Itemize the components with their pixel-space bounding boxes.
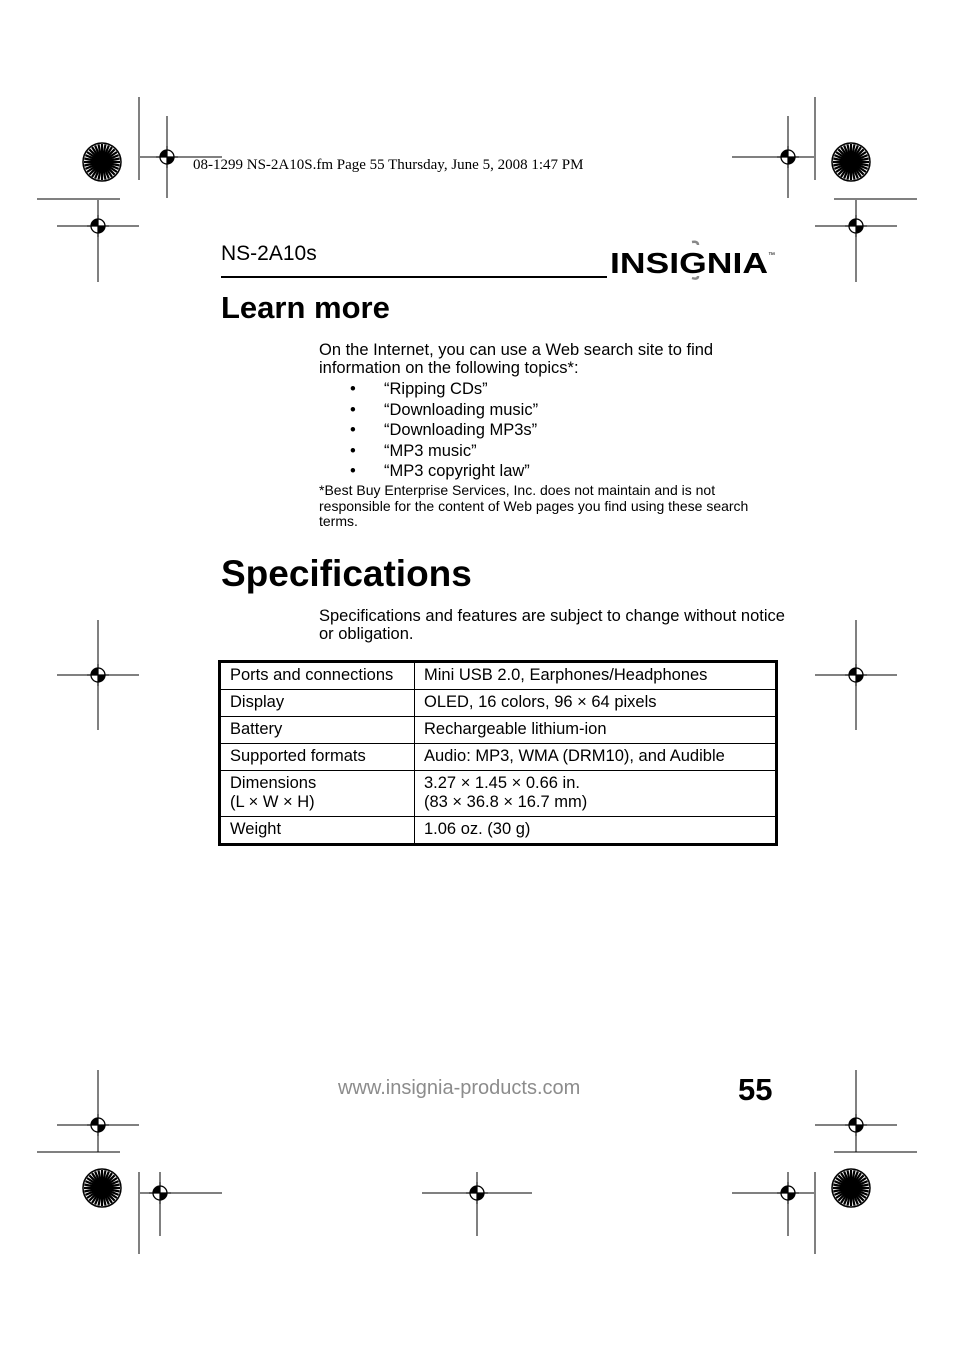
topic-text: “Downloading MP3s” — [384, 421, 538, 439]
header-rule — [221, 276, 607, 278]
spec-value-line: (83 × 36.8 × 16.7 mm) — [424, 793, 588, 811]
spec-label: Weight — [220, 817, 415, 845]
topic-text: “Ripping CDs” — [384, 380, 488, 398]
table-row — [220, 717, 777, 744]
bullet-icon: • — [350, 400, 356, 419]
spec-value: 1.06 oz. (30 g) — [415, 817, 777, 845]
list-item — [319, 461, 538, 482]
model-number: NS-2A10s — [221, 242, 317, 265]
bullet-icon: • — [350, 462, 356, 480]
table-row — [220, 662, 777, 690]
spec-label-line: (L × W × H) — [230, 793, 315, 811]
list-item — [319, 400, 538, 421]
list-item — [319, 441, 538, 462]
logo-trademark: ™ — [768, 252, 775, 259]
bullet-icon: • — [350, 441, 356, 460]
spec-value-line: 3.27 × 1.45 × 0.66 in. — [424, 774, 580, 792]
specifications-table — [218, 660, 778, 846]
spec-value: OLED, 16 colors, 96 × 64 pixels — [415, 690, 777, 717]
spec-label: Display — [220, 690, 415, 717]
spec-label: Battery — [220, 717, 415, 744]
spec-value: Rechargeable lithium-ion — [415, 717, 777, 744]
spec-label — [220, 771, 415, 817]
learn-more-intro: On the Internet, you can use a Web search site to find information on the following topics*: — [319, 341, 714, 377]
spec-value: Mini USB 2.0, Earphones/Headphones — [415, 662, 777, 690]
list-item — [319, 420, 538, 441]
search-topics-list — [319, 379, 538, 482]
logo-swirl-icon — [692, 242, 698, 245]
disclaimer-footnote: *Best Buy Enterprise Services, Inc. does not maintain and is not responsible for the content of Web pages you find using these search terms. — [319, 482, 749, 529]
specifications-heading: Specifications — [221, 553, 472, 594]
bullet-icon: • — [350, 380, 356, 398]
table-row — [220, 744, 777, 771]
specifications-intro: Specifications and features are subject to change without notice or obligation. — [319, 607, 785, 643]
file-slug-line: 08-1299 NS-2A10S.fm Page 55 Thursday, June 5, 2008 1:47 PM — [193, 157, 584, 173]
spec-label: Supported formats — [220, 744, 415, 771]
table-row — [220, 771, 777, 817]
page-number: 55 — [738, 1072, 773, 1107]
topic-text: “MP3 copyright law” — [384, 462, 530, 480]
spec-value: Audio: MP3, WMA (DRM10), and Audible — [415, 744, 777, 771]
insignia-logo — [610, 238, 776, 284]
table-row — [220, 690, 777, 717]
logo-text: INSIGNIA — [610, 248, 769, 280]
table-row — [220, 817, 777, 845]
learn-more-heading: Learn more — [221, 290, 390, 325]
spec-label-line: Dimensions — [230, 774, 317, 792]
spec-label: Ports and connections — [220, 662, 415, 690]
list-item — [319, 379, 538, 400]
topic-text: “Downloading music” — [384, 400, 539, 419]
topic-text: “MP3 music” — [384, 441, 477, 460]
spec-value — [415, 771, 777, 817]
bullet-icon: • — [350, 421, 356, 439]
footer-url: www.insignia-products.com — [338, 1077, 581, 1099]
